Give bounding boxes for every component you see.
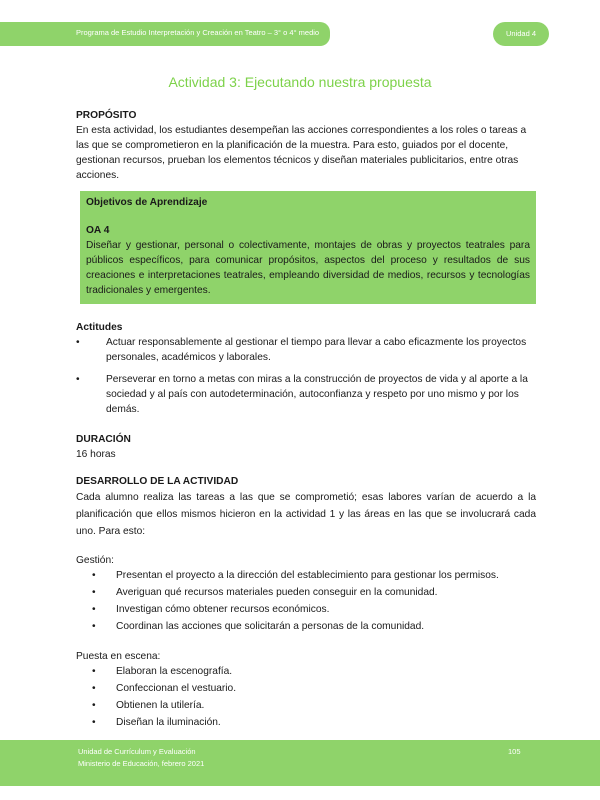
purpose-text: En esta actividad, los estudiantes desempeñan las acciones correspondientes a los roles o tareas a las que se comprometieron en la planificación de la muestra. Para esto, guiados por el docente, gestionan recursos, prueban los elementos técnicos y diseñan materiales publicitarios, entre otras acciones. — [76, 125, 527, 181]
development-heading: DESARROLLO DE LA ACTIVIDAD — [76, 476, 239, 487]
list-item: • Elaboran la escenografía. — [76, 664, 536, 679]
attitudes-heading: Actitudes — [76, 322, 123, 333]
list-item: • Actuar responsablemente al gestionar el tiempo para llevar a cabo eficazmente los proyectos personales, académicos y laborales. — [76, 335, 536, 365]
objective-text: Diseñar y gestionar, personal o colectivamente, montajes de obras y proyectos teatrales para públicos específicos, para comunicar propósitos, aspectos del proceso y resultados de sus creaciones e interpretaciones teatrales, empleando diversidad de medios, recursos y tecnologías tradicionales y emergentes. — [86, 240, 530, 296]
header-band — [0, 22, 76, 46]
document-body — [76, 108, 536, 732]
management-list — [76, 568, 536, 634]
attitudes-list — [76, 335, 536, 417]
list-item: • Averiguan qué recursos materiales pueden conseguir en la comunidad. — [76, 585, 536, 600]
list-item: • Investigan cómo obtener recursos económicos. — [76, 602, 536, 617]
staging-label: Puesta en escena: — [76, 651, 161, 662]
purpose-heading: PROPÓSITO — [76, 110, 137, 121]
objectives-box — [80, 191, 536, 304]
list-item: • Presentan el proyecto a la dirección del establecimiento para gestionar los permisos. — [76, 568, 536, 583]
footer-ministry: Ministerio de Educación, febrero 2021 — [78, 759, 205, 768]
objective-code: OA 4 — [86, 225, 110, 236]
list-item: • Confeccionan el vestuario. — [76, 681, 536, 696]
management-label: Gestión: — [76, 555, 114, 566]
list-item: • Diseñan la iluminación. — [76, 715, 536, 730]
footer-unit: Unidad de Currículum y Evaluación — [78, 747, 196, 756]
unit-badge: Unidad 4 — [493, 22, 549, 46]
development-intro: Cada alumno realiza las tareas a las que se comprometió; esas labores varían de acuerdo a la planificación que ellos mismos hicieron en la actividad 1 y las áreas en las que se involucrará cada uno. Para esto: — [76, 492, 536, 537]
list-item: • Coordinan las acciones que solicitarán a personas de la comunidad. — [76, 619, 536, 634]
duration-heading: DURACIÓN — [76, 434, 131, 445]
list-item: • Perseverar en torno a metas con miras a la construcción de proyectos de vida y al aporte a la sociedad y al país con autodeterminación, autoconfianza y respeto por uno mismo y por los demás. — [76, 372, 536, 417]
duration-value: 16 horas — [76, 449, 116, 460]
list-item: • Obtienen la utilería. — [76, 698, 536, 713]
objectives-heading: Objetivos de Aprendizaje — [86, 197, 208, 208]
program-title: Programa de Estudio Interpretación y Creación en Teatro – 3° o 4° medio — [76, 28, 320, 37]
staging-list — [76, 664, 536, 730]
activity-title: Actividad 3: Ejecutando nuestra propuesta — [168, 74, 432, 90]
page-number: 105 — [508, 747, 521, 756]
